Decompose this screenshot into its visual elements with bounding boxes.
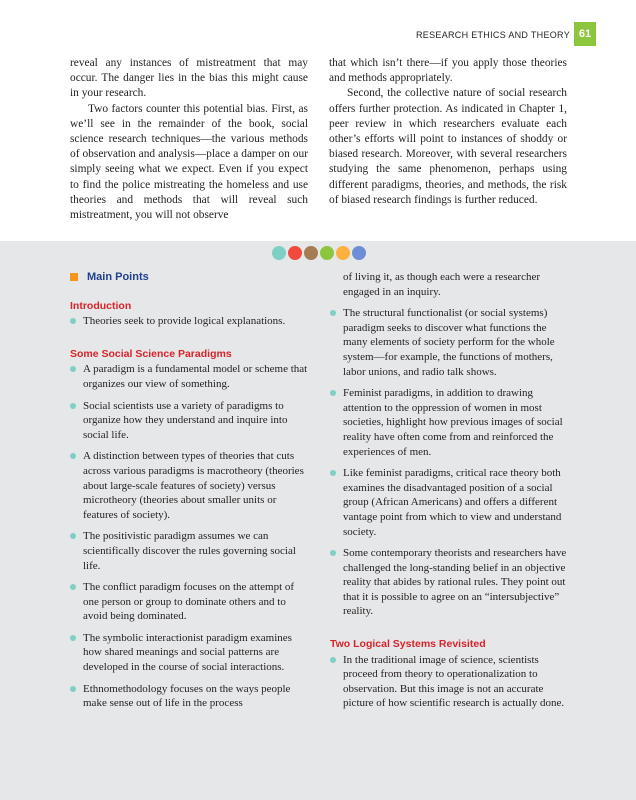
bullet-icon — [70, 403, 76, 409]
list-item-text: Ethnomethodology focuses on the ways people make sense out of life in the process — [83, 682, 291, 710]
list-item-text: In the traditional image of science, scientists proceed from theory to operationalization to observation. But this image is not an accurate picture of how scientific research is actually done. — [343, 653, 565, 710]
list-item — [330, 386, 568, 459]
list-item — [70, 362, 308, 391]
list-item — [330, 306, 568, 379]
dot-icon — [352, 246, 366, 260]
list-item-text: The structural functionalist (or social systems) paradigm seeks to discover what functions the many elements of society perform for the whole system—for example, the functions of mothers, labor unions, and radio talk shows. — [343, 307, 555, 378]
body-column-right — [329, 56, 567, 223]
paragraph: that which isn’t there—if you apply those theories and methods appropriately. — [329, 57, 567, 85]
bullet-icon — [70, 366, 76, 372]
list-item-text: A paradigm is a fundamental model or scheme that organizes our view of something. — [83, 363, 308, 390]
section-heading-introduction: Introduction — [70, 299, 132, 312]
list-item — [330, 466, 568, 539]
list-item-text: Feminist paradigms, in addition to drawing attention to the oppression of women in most societies, highlight how previous images of social reality have often come from and reinforced the experiences of men. — [343, 387, 563, 458]
bullet-icon — [70, 686, 76, 692]
paragraph: Two factors counter this potential bias. First, as we’ll see in the remainder of the book, social science research techniques—the various methods of observation and analysis—place a damper on our simply seeing what we expect. Even if you expect to find the police mistreating the homeless and use theories and methods that will reveal such mistreatment, you will not observe — [70, 102, 308, 222]
bullet-icon — [330, 657, 336, 663]
list-item — [70, 314, 308, 329]
introduction-list — [70, 314, 308, 329]
list-item — [330, 546, 568, 619]
dot-icon — [288, 246, 302, 260]
list-item — [70, 399, 308, 443]
list-item-text: Social scientists use a variety of paradigms to organize how they understand and inquire into social life. — [83, 399, 288, 441]
bullet-icon — [70, 453, 76, 459]
bullet-icon — [330, 550, 336, 556]
paradigms-list — [70, 362, 308, 710]
decorative-dots — [272, 246, 366, 260]
paradigms-list-continued — [330, 306, 568, 619]
paragraph: reveal any instances of mistreatment that may occur. The danger lies in the bias this might cause in your research. — [70, 57, 308, 100]
main-points-box — [0, 241, 636, 800]
list-item — [70, 682, 308, 711]
main-points-label: Main Points — [87, 271, 149, 283]
bullet-icon — [70, 318, 76, 324]
bullet-icon — [70, 584, 76, 590]
list-item — [330, 653, 568, 711]
list-item-text: A distinction between types of theories that cuts across various paradigms is macrotheory (theories about large-scale features of society) versus microtheory (theories about smaller units or features of society). — [83, 450, 304, 521]
body-text — [70, 56, 567, 223]
list-item-text: The positivistic paradigm assumes we can scientifically discover the rules governing social life. — [83, 530, 296, 572]
page-header — [0, 0, 636, 46]
list-item — [70, 529, 308, 573]
bullet-icon — [70, 635, 76, 641]
list-item — [70, 580, 308, 624]
main-points-right-column — [330, 270, 568, 718]
dot-icon — [304, 246, 318, 260]
list-item-text: Like feminist paradigms, critical race theory both examines the disadvantaged position of a social group (African Americans) and offers a different vantage point from which to view and understand society. — [343, 467, 562, 538]
list-item-continuation: of living it, as though each were a researcher engaged in an inquiry. — [343, 271, 540, 298]
dot-icon — [272, 246, 286, 260]
dot-icon — [320, 246, 334, 260]
paragraph: Second, the collective nature of social research offers further protection. As indicated in Chapter 1, peer review in which researchers evaluate each other’s efforts will point to instances of shoddy or biased research. Moreover, with several researchers studying the same phenomenon, perhaps using different paradigms, theories, and methods, the risk of biased research findings is further reduced. — [329, 87, 567, 206]
list-item-text: Theories seek to provide logical explanations. — [83, 315, 286, 328]
square-icon — [70, 273, 78, 281]
main-points-left-column — [70, 270, 308, 718]
list-item-text: The conflict paradigm focuses on the attempt of one person or group to dominate others and to avoid being dominated. — [83, 581, 295, 623]
section-heading-logical-systems: Two Logical Systems Revisited — [330, 638, 486, 651]
section-heading-paradigms: Some Social Science Paradigms — [70, 347, 232, 360]
list-item — [70, 631, 308, 675]
list-item-text: The symbolic interactionist paradigm examines how shared meanings and social patterns are developed in the course of social interactions. — [83, 631, 292, 674]
bullet-icon — [330, 470, 336, 476]
bullet-icon — [330, 390, 336, 396]
logical-systems-list — [330, 653, 568, 711]
running-head: RESEARCH ETHICS AND THEORY — [416, 30, 570, 40]
main-points-title — [70, 270, 308, 285]
dot-icon — [336, 246, 350, 260]
page-number: 61 — [574, 22, 596, 46]
bullet-icon — [70, 533, 76, 539]
list-item-text: Some contemporary theorists and researchers have challenged the long-standing belief in an objective reality that abides by rational rules. They point out that it is possible to agree on an “intersubjective” reality. — [343, 547, 567, 618]
body-column-left — [70, 56, 308, 223]
bullet-icon — [330, 310, 336, 316]
list-item — [70, 449, 308, 522]
